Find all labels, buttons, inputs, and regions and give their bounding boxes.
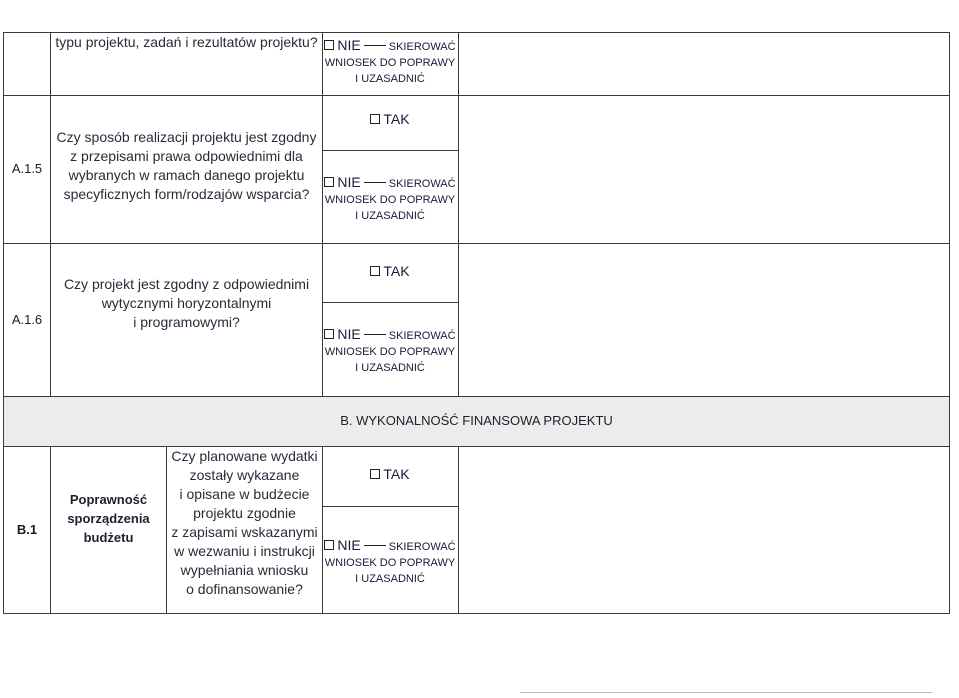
row-divider [3, 95, 950, 96]
checkbox-icon[interactable] [324, 177, 334, 187]
nie-option[interactable]: NIE SKIEROWAĆ WNIOSEK DO POPRAWY I UZASADNIĆ [324, 326, 456, 374]
question-text: Czy planowane wydatki zostały wykazane i opisane w budżecie projektu zgodnie z zapisami wskazanymi w wezwaniu i instrukcji wypełniania wniosku o dofinansowanie? [171, 448, 318, 597]
dash-icon [364, 182, 386, 183]
page-footer-line [520, 692, 932, 693]
checkbox-icon[interactable] [370, 114, 380, 124]
nie-option[interactable]: NIE SKIEROWAĆ WNIOSEK DO POPRAWY I UZASADNIĆ [324, 537, 456, 585]
nie-option[interactable]: NIE SKIEROWAĆ WNIOSEK DO POPRAWY I UZASADNIĆ [324, 37, 456, 85]
tak-option[interactable]: TAK [322, 111, 458, 129]
table-border-bottom [3, 613, 950, 614]
table-border-right [949, 32, 950, 614]
dash-icon [364, 545, 386, 546]
question-text: Czy projekt jest zgodny z odpowiednimi wytycznymi horyzontalnymi i programowymi? [63, 276, 310, 330]
option-divider [322, 302, 458, 303]
dash-icon [364, 334, 386, 335]
checkbox-icon[interactable] [324, 540, 334, 550]
tak-option[interactable]: TAK [322, 263, 458, 281]
question-text: typu projektu, zadań i rezultatów projektu? [55, 34, 318, 50]
checkbox-icon[interactable] [370, 266, 380, 276]
tak-option[interactable]: TAK [322, 466, 458, 484]
criterion-name: Poprawność sporządzenia budżetu [67, 492, 150, 545]
col-divider [50, 32, 51, 397]
section-title: B. WYKONALNOŚĆ FINANSOWA PROJEKTU [340, 413, 613, 428]
option-divider [322, 150, 458, 151]
criterion-code: B.1 [16, 522, 38, 537]
checkbox-icon[interactable] [324, 40, 334, 50]
criterion-code: A.1.5 [11, 161, 43, 176]
col-divider [458, 32, 459, 397]
checkbox-icon[interactable] [370, 469, 380, 479]
row-divider [3, 446, 950, 447]
question-text: Czy sposób realizacji projektu jest zgodny z przepisami prawa odpowiednimi dla wybranych w ramach danego projektu specyficznych form/rodzajów wsparcia? [56, 129, 317, 202]
criterion-code: A.1.6 [11, 312, 43, 327]
col-divider [458, 446, 459, 614]
checkbox-icon[interactable] [324, 329, 334, 339]
option-divider [322, 506, 458, 507]
row-divider [3, 243, 950, 244]
dash-icon [364, 45, 386, 46]
nie-option[interactable]: NIE SKIEROWAĆ WNIOSEK DO POPRAWY I UZASADNIĆ [324, 174, 456, 222]
